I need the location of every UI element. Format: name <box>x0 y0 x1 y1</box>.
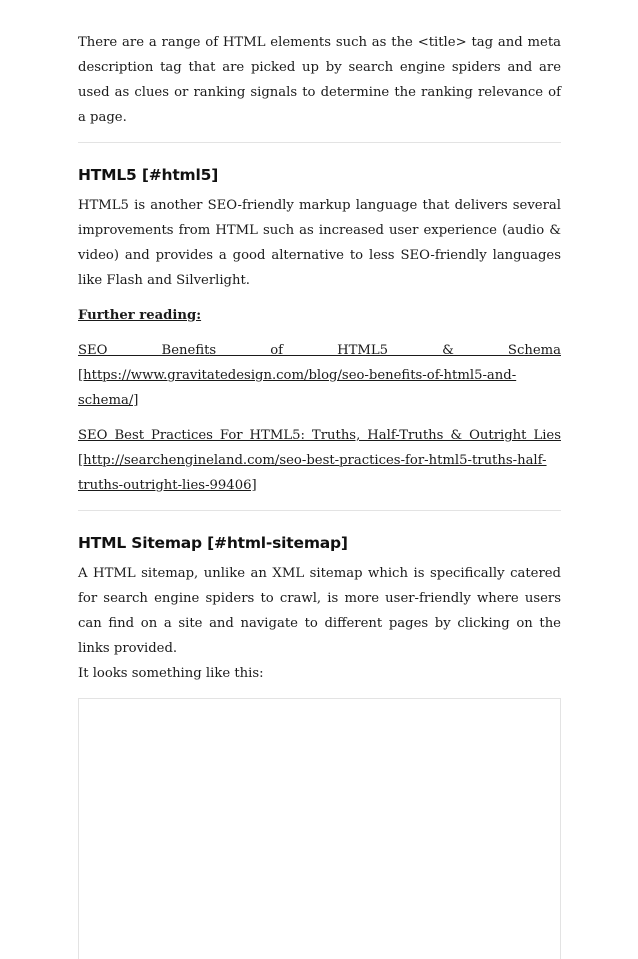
section-divider <box>78 142 561 143</box>
document-page <box>78 30 561 959</box>
link-url[interactable]: [http://searchengineland.com/seo-best-practices-for-html5-truths-half-truths-outright-lies-99406] <box>78 453 547 493</box>
link-title[interactable]: SEO Best Practices For HTML5: Truths, Half-Truths & Outright Lies <box>78 428 561 443</box>
sitemap-heading: HTML Sitemap [#html-sitemap] <box>78 534 348 552</box>
further-reading-label: Further reading: <box>78 308 202 323</box>
link-url[interactable]: [https://www.gravitatedesign.com/blog/seo-benefits-of-html5-and-schema/] <box>78 368 517 408</box>
link-title[interactable]: SEO Benefits of HTML5 & Schema <box>78 343 561 358</box>
section-divider <box>78 510 561 511</box>
intro-paragraph: There are a range of HTML elements such as the <title> tag and meta description tag that are picked up by search engine spiders and are used as clues or ranking signals to determine the ranking relevance of a page. <box>78 35 561 125</box>
further-reading-link-1[interactable] <box>78 338 561 413</box>
sitemap-example-image <box>78 698 561 959</box>
html5-paragraph: HTML5 is another SEO-friendly markup language that delivers several improvements from HTML such as increased user experience (audio & video) and provides a good alternative to less SEO-friendly languages like Flash and Silverlight. <box>78 198 561 288</box>
further-reading-link-2[interactable] <box>78 423 561 498</box>
html5-heading: HTML5 [#html5] <box>78 166 219 184</box>
sitemap-paragraph: A HTML sitemap, unlike an XML sitemap which is specifically catered for search engine spiders to crawl, is more user-friendly where users can find on a site and navigate to different pages by clicking on the links provided. <box>78 566 561 656</box>
sitemap-lead-in: It looks something like this: <box>78 666 264 681</box>
